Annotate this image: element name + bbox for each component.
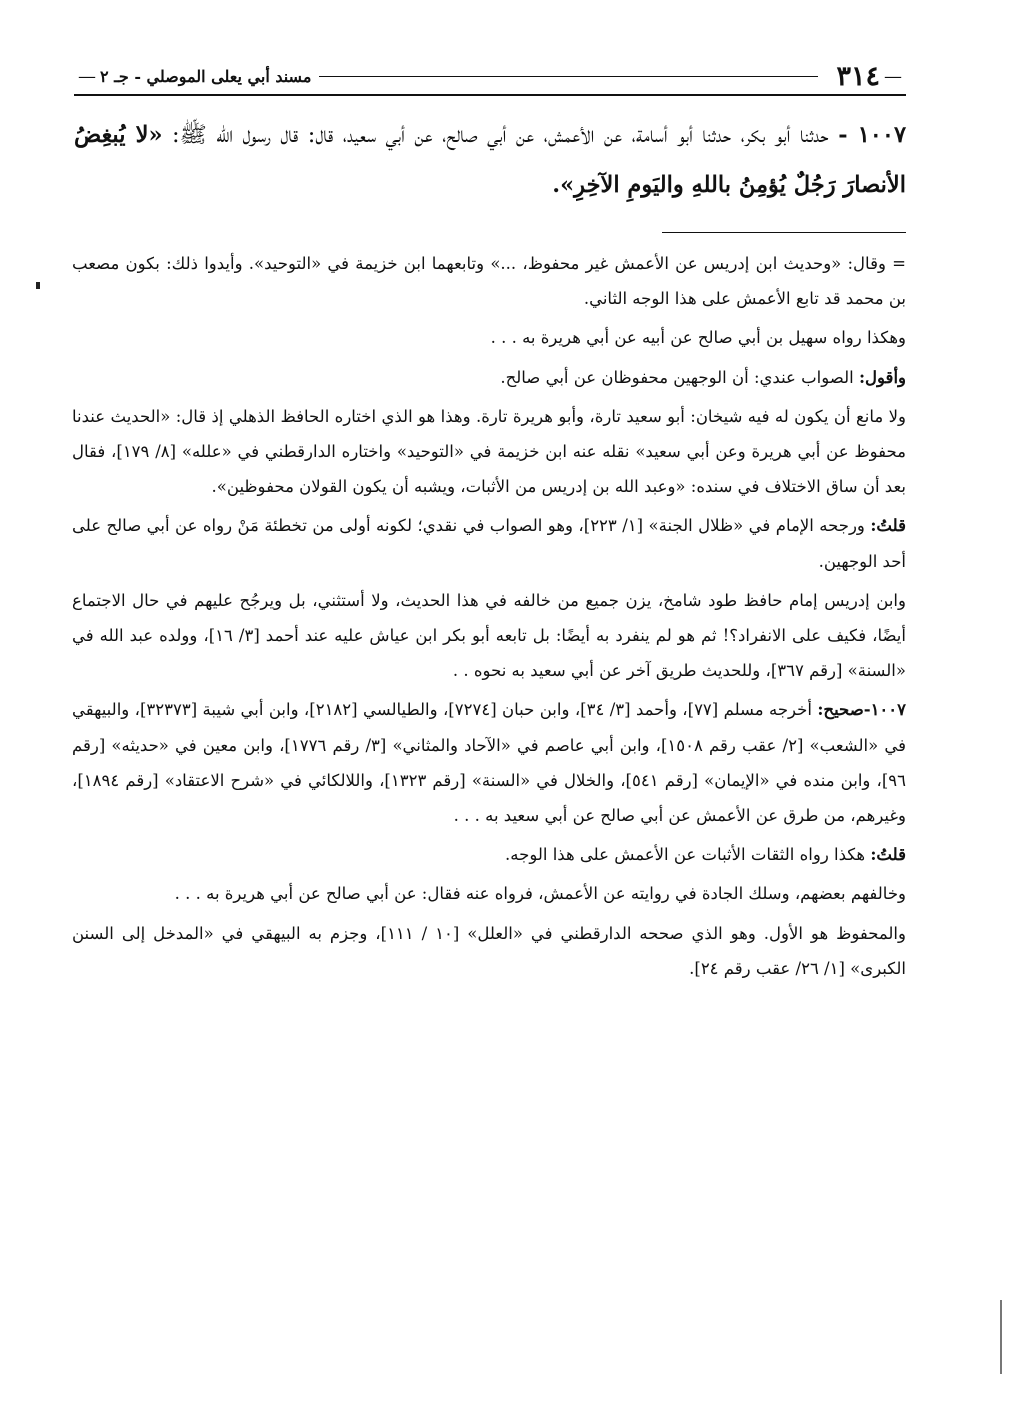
hadith-chain: حدثنا أبو بكر، حدثنا أبو أسامة، عن الأعمش، عن أبي صالح، عن أبي سعيد، قال: قال رسول الله ﷺ:	[171, 122, 829, 148]
footnote-separator	[662, 232, 906, 233]
note-paragraph: قلتُ: هكذا رواه الثقات الأثبات عن الأعمش على هذا الوجه.	[505, 845, 906, 865]
note-paragraph: والمحفوظ هو الأول. وهو الذي صححه الدارقطني في «العلل» [١٠ / ١١١]، وجزم به البيهقي في «المدخل إلى السنن الكبرى» [١/ ٢٦/ عقب رقم ٢٤].	[72, 923, 906, 978]
scan-edge-line	[1000, 1300, 1002, 1374]
margin-mark	[36, 282, 40, 289]
running-title: مسند أبي يعلى الموصلي - جـ ٢	[100, 66, 312, 86]
hadith-text	[74, 110, 906, 210]
header-rule	[319, 76, 818, 77]
note-paragraph: وابن إدريس إمام حافظ طود شامخ، يزن جميع من خالفه في هذا الحديث، ولا أستثني، بل ويرجُح عليهم في حال الاجتماع أيضًا، فكيف على الانفراد؟! ثم هو لم ينفرد به أيضًا: بل تابعه أبو بكر ابن عياش عليه عند أحمد [٣/ ١٦]، وولده عبد الله في «السنة» [رقم ٣٦٧]، وللحديث طريق آخر عن أبي سعيد به نحوه . .	[72, 590, 906, 681]
note-paragraph: وخالفهم بعضهم، وسلك الجادة في روايته عن الأعمش، فرواه عنه فقال: عن أبي صالح عن أبي هريرة به . . .	[174, 884, 906, 904]
hadith-number: ١٠٠٧ -	[838, 122, 907, 148]
note-paragraph: قلتُ: ورجحه الإمام في «ظلال الجنة» [١/ ٢٢٣]، وهو الصواب في نقدي؛ لكونه أولى من تخطئة مَنْ رواه عن أبي صالح على أحد الوجهين.	[72, 516, 906, 571]
footnotes	[72, 246, 906, 990]
page-number: ٣١٤	[836, 60, 880, 92]
hadith-quote: «لا يُبغِضُ الأنصارَ رَجُلٌ يُؤمِنُ باللهِ واليَومِ الآخِرِ».	[74, 122, 906, 198]
note-paragraph: ولا مانع أن يكون له فيه شيخان: أبو سعيد تارة، وأبو هريرة تارة. وهذا هو الذي اختاره الحافظ الذهلي إذ قال: «الحديث عندنا محفوظ عن أبي هريرة وعن أبي سعيد» نقله عنه ابن خزيمة في «التوحيد» واختاره الدارقطني في «علله» [٨/ ١٧٩]، فقال بعد أن ساق الاختلاف في سنده: «وعبد الله بن إدريس من الأثبات، ويشبه أن يكون القولان محفوظين».	[72, 406, 906, 497]
header-dash-left: —	[78, 65, 96, 87]
note-paragraph: = وقال: «وحديث ابن إدريس عن الأعمش غير محفوظ، ...» وتابعهما ابن خزيمة في «التوحيد». وأيدوا ذلك: بكون مصعب بن محمد قد تابع الأعمش على هذا الوجه الثاني.	[72, 254, 906, 309]
note-paragraph: ١٠٠٧-صحيح: أخرجه مسلم [٧٧]، وأحمد [٣/ ٣٤]، وابن حبان [٧٢٧٤]، والطيالسي [٢١٨٢]، وابن أبي شيبة [٣٢٣٧٣]، والبيهقي في «الشعب» [٢/ عقب رقم ١٥٠٨]، وابن أبي عاصم في «الآحاد والمثاني» [٣/ رقم ١٧٧٦]، وابن معين في «حديثه» [رقم ٩٦]، وابن منده في «الإيمان» [رقم ٥٤١]، والخلال في «السنة» [رقم ١٣٢٣]، واللالكائي في «شرح الاعتقاد» [رقم ١٨٩٤]، وغيرهم، من طرق عن الأعمش عن أبي صالح عن أبي سعيد به . . .	[72, 700, 907, 826]
header-dash-right: —	[884, 65, 902, 87]
note-paragraph: وهكذا رواه سهيل بن أبي صالح عن أبيه عن أبي هريرة به . . .	[490, 328, 906, 348]
page-header	[74, 58, 906, 96]
note-paragraph: وأقول: الصواب عندي: أن الوجهين محفوظان عن أبي صالح.	[500, 367, 906, 387]
